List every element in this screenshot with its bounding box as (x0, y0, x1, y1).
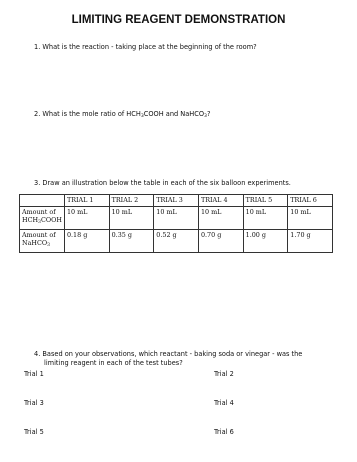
table-row-baking-soda (20, 230, 333, 253)
trials-table (19, 194, 333, 253)
cell-vinegar-1: 10 mL (64, 207, 109, 230)
cell-vinegar-6: 10 mL (288, 207, 333, 230)
header-trial-1: TRIAL 1 (64, 195, 109, 207)
row-label-baking-soda (20, 230, 65, 253)
page-title: LIMITING REAGENT DEMONSTRATION (71, 14, 286, 26)
cell-vinegar-3: 10 mL (154, 207, 199, 230)
table-header-row (20, 195, 333, 207)
header-trial-2: TRIAL 2 (109, 195, 154, 207)
cell-vinegar-2: 10 mL (109, 207, 154, 230)
question-2-subscript-1: 3 (140, 114, 144, 119)
trial-5-label: Trial 5 (24, 428, 44, 436)
row-label-vinegar-line1: Amount of (22, 208, 56, 216)
trial-2-label: Trial 2 (214, 370, 234, 378)
row-label-vinegar-formula-b: COOH (40, 216, 62, 224)
cell-vinegar-5: 10 mL (243, 207, 288, 230)
trial-6-label: Trial 6 (214, 428, 234, 436)
cell-baking-soda-6: 1.70 g (288, 230, 333, 253)
question-4-line-2: limiting reagent in each of the test tubes? (44, 359, 183, 367)
question-2-suffix: ? (206, 110, 211, 118)
question-2 (34, 110, 210, 119)
row-label-vinegar-subscript: 3 (38, 220, 41, 225)
question-4-line-1: 4. Based on your observations, which reactant - baking soda or vinegar - was the (34, 350, 303, 358)
header-trial-3: TRIAL 3 (154, 195, 199, 207)
table-row-vinegar (20, 207, 333, 230)
cell-baking-soda-3: 0.52 g (154, 230, 199, 253)
cell-vinegar-4: 10 mL (198, 207, 243, 230)
row-label-vinegar-formula-a: HCH (22, 216, 39, 224)
cell-baking-soda-1: 0.18 g (64, 230, 109, 253)
cell-baking-soda-2: 0.35 g (109, 230, 154, 253)
cell-baking-soda-4: 0.70 g (198, 230, 243, 253)
question-2-middle: COOH and NaHCO (143, 110, 205, 118)
question-4 (34, 350, 334, 368)
header-trial-5: TRIAL 5 (243, 195, 288, 207)
question-2-subscript-2: 3 (204, 114, 207, 119)
row-label-baking-soda-subscript: 3 (47, 243, 51, 248)
row-label-baking-soda-formula: NaHCO (22, 239, 48, 247)
trial-4-label: Trial 4 (214, 399, 234, 407)
question-2-prefix: 2. What is the mole ratio of HCH (34, 110, 141, 118)
trial-3-label: Trial 3 (24, 399, 44, 407)
row-label-baking-soda-line1: Amount of (22, 231, 56, 239)
header-trial-4: TRIAL 4 (198, 195, 243, 207)
question-3: 3. Draw an illustration below the table in each of the six balloon experiments. (34, 179, 291, 187)
cell-baking-soda-5: 1.00 g (243, 230, 288, 253)
trial-1-label: Trial 1 (24, 370, 44, 378)
header-trial-6: TRIAL 6 (288, 195, 333, 207)
table-corner-cell (20, 195, 65, 207)
row-label-vinegar (20, 207, 65, 230)
question-1: 1. What is the reaction - taking place at the beginning of the room? (34, 43, 257, 51)
